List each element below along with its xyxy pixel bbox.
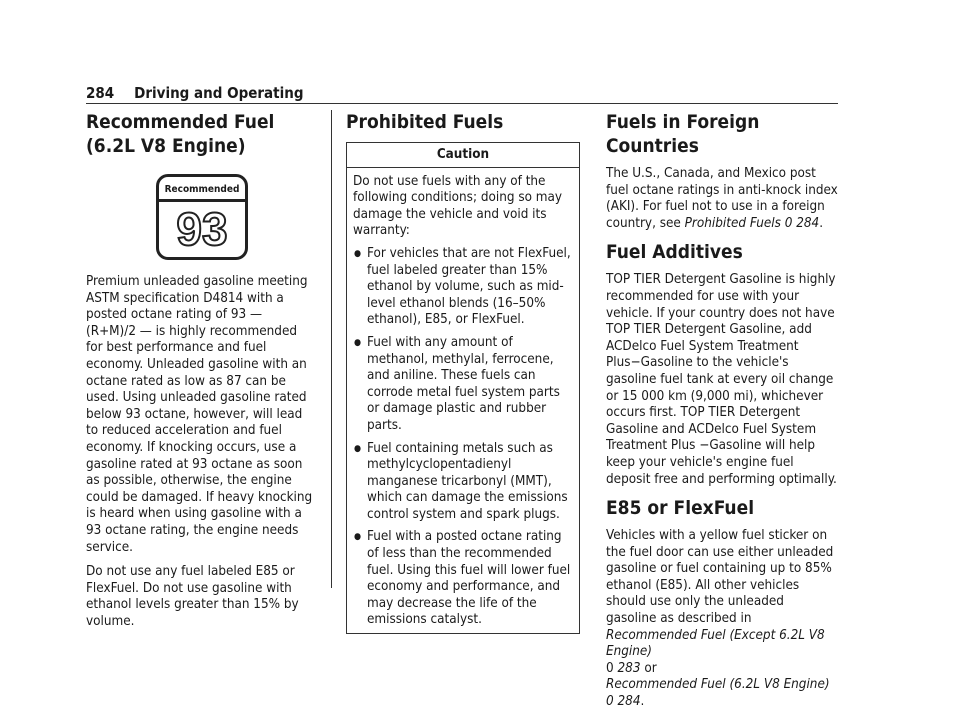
foreign-fuels-text: The U.S., Canada, and Mexico post fuel octane ratings in anti-knock index (AKI). For fuel not to use in a foreign country, see (606, 166, 838, 231)
caution-title: Caution (347, 143, 579, 168)
caution-bullet: ● For vehicles that are not FlexFuel, fuel labeled greater than 15% ethanol by volume, such as mid-level ethanol blends (16–50% ethanol), E85, or FlexFuel. (353, 246, 573, 329)
page-ref-icon: 0 (606, 660, 614, 676)
column-middle (346, 110, 580, 634)
page-ref-283[interactable]: 283 (617, 660, 641, 676)
page-header (86, 84, 304, 102)
or-text: or (644, 660, 657, 676)
prohibited-fuels-link[interactable]: Prohibited Fuels 0 284 (684, 215, 820, 231)
page-ref-icon: 0 (784, 215, 793, 231)
fuel-additives-paragraph: TOP TIER Detergent Gasoline is highly recommended for use with your vehicle. If your country does not have TOP TIER Detergent Gasoline, add ACDelco Fuel System Treatment Plus−Gasoline to the vehicle's gasoline fuel tank at every oil change or 15 000 km (9,000 mi), whichever occurs first. TOP TIER Detergent Gasoline and ACDelco Fuel System Treatment Plus −Gasoline will help keep your vehicle's engine fuel deposit free and performing optimally. (606, 272, 837, 487)
e85-warning-paragraph: Do not use any fuel labeled E85 or FlexFuel. Do not use gasoline with ethanol levels greater than 15% by volume. (86, 564, 299, 629)
foreign-fuels-paragraph: The U.S., Canada, and Mexico post fuel octane ratings in anti-knock index (AKI). For fuel not to use in a foreign country, see Prohibited Fuels 0 284. (606, 166, 838, 231)
column-divider (331, 110, 332, 588)
e85-text: Vehicles with a yellow fuel sticker on the fuel door can use either unleaded gasoline or fuel containing up to 85% ethanol (E85). All other vehicles should use only the unleaded gasoline as described in (606, 528, 834, 627)
column-left (86, 110, 314, 638)
e85-heading: E85 or FlexFuel (606, 497, 755, 520)
octane-93-badge (156, 174, 248, 260)
recommended-fuel-62l-link[interactable]: Recommended Fuel (6.2L V8 Engine) 0 284 (606, 677, 830, 710)
caution-box (346, 142, 580, 634)
page-ref-icon: 0 (606, 694, 614, 710)
page-number: 284 (86, 84, 115, 102)
recommended-fuel-paragraph: Premium unleaded gasoline meeting ASTM specification D4814 with a posted octane rating of 93 — (R+M)/2 — is highly recommended for best performance and fuel economy. Unleaded gasoline with an octane rated as low as 87 can be used. Using unleaded gasoline rated below 93 octane, however, will lead to reduced acceleration and fuel economy. If knocking occurs, use a gasoline rated at 93 octane as soon as possible, otherwise, the engine could be damaged. If heavy knocking is heard when using gasoline with a 93 octane rating, the engine needs service. (86, 274, 313, 555)
caution-list (353, 246, 573, 629)
foreign-fuels-heading: Fuels in Foreign Countries (606, 111, 760, 157)
badge-number: 93 (176, 203, 228, 255)
caution-intro: Do not use fuels with any of the following conditions; doing so may damage the vehicle and void its warranty: (353, 173, 563, 239)
header-rule (86, 103, 838, 104)
fuel-additives-heading: Fuel Additives (606, 241, 743, 264)
caution-bullet: ● Fuel with any amount of methanol, methylal, ferrocene, and aniline. These fuels can corrode metal fuel system parts or damage plastic and rubber parts. (353, 335, 573, 435)
section-title: Driving and Operating (134, 84, 304, 102)
e85-paragraph: Vehicles with a yellow fuel sticker on the fuel door can use either unleaded gasoline or fuel containing up to 85% ethanol (E85). All other vehicles should use only the unleaded gasoline as described in Recommended Fuel (Except 6.2L V8 Engine) 0 283 or Recommended Fuel (6.2L V8 Engine) 0 284. (606, 528, 834, 710)
badge-label: Recommended (159, 182, 245, 202)
column-right (606, 110, 838, 719)
recommended-fuel-heading: Recommended Fuel (6.2L V8 Engine) (86, 111, 275, 157)
caution-body (347, 168, 579, 633)
caution-bullet: ● Fuel with a posted octane rating of less than the recommended fuel. Using this fuel will lower fuel economy and performance, and may decrease the life of the emissions catalyst. (353, 529, 573, 629)
caution-bullet: ● Fuel containing metals such as methylcyclopentadienyl manganese tricarbonyl (MMT), which can damage the emissions control system and spark plugs. (353, 441, 573, 524)
prohibited-fuels-heading: Prohibited Fuels (346, 111, 504, 133)
recommended-fuel-except-link[interactable]: Recommended Fuel (Except 6.2L V8 Engine) (606, 627, 825, 660)
